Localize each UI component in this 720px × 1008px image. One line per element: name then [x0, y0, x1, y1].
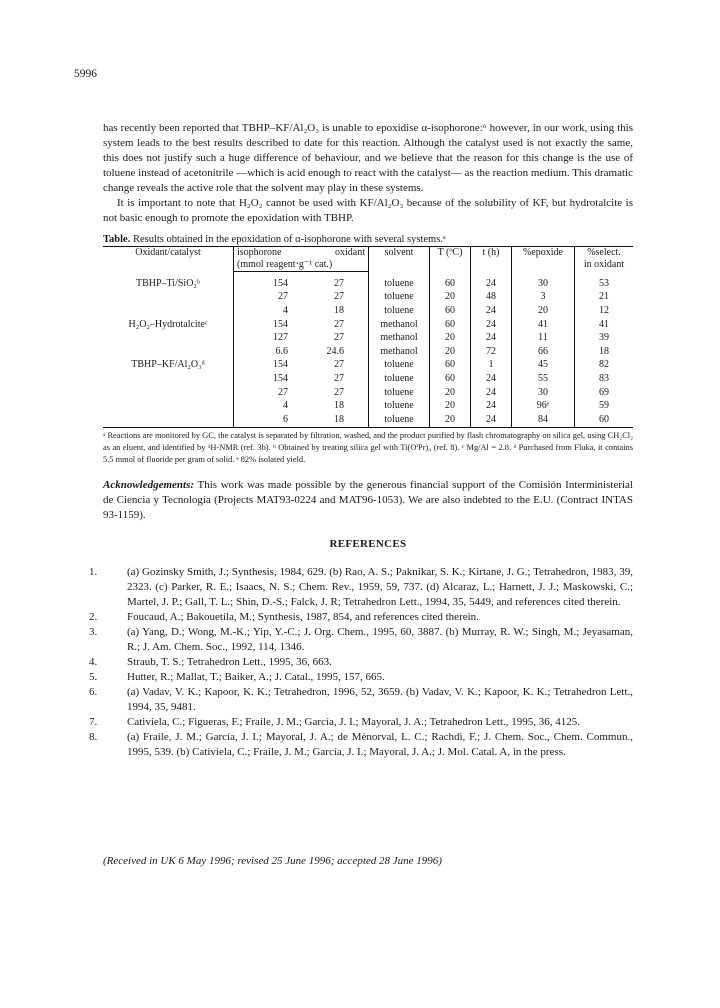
table-row [103, 386, 633, 400]
cell-selectivity: 69 [575, 386, 634, 400]
table-row [103, 372, 633, 386]
reference-number: 8. [89, 730, 98, 743]
reference-text: Hutter, R.; Mallat, T.; Baiker, A.; J. Catal., 1995, 157, 665. [127, 670, 385, 683]
cell-epoxide: 45 [512, 359, 575, 373]
cell-temperature: 60 [430, 277, 471, 291]
header-isophorone: isophorone [234, 247, 299, 260]
cell-temperature: 60 [430, 318, 471, 332]
reference-number: 2. [89, 610, 98, 623]
cell-selectivity: 60 [575, 413, 634, 427]
cell-solvent: toluene [369, 399, 430, 413]
cell-catalyst [103, 386, 234, 400]
cell-oxidant: 27 [334, 291, 344, 303]
table-caption [103, 234, 633, 246]
cell-temperature: 20 [430, 331, 471, 345]
cell-epoxide: 3 [512, 291, 575, 305]
cell-time: 24 [471, 386, 512, 400]
cell-time: 24 [471, 331, 512, 345]
reference-text: Foucaud, A.; Bakouetila, M.; Synthesis, 1987, 854, and references cited therein. [127, 610, 479, 623]
cell-oxidant: 27 [334, 359, 344, 371]
reference-text: (a) Fraile, J. M.; García, J. I.; Mayoral, J. A.; de Mènorval, L. C.; Rachdi, F.; J. Chem. Soc., Chem. Commun., 1995, 539. (b) Cativiela, C.; Fraile, J. M.; García, J. I.; Mayoral, J. A.; J. Mol. Catal. A, in the press. [127, 730, 633, 758]
acknowledgements-text: This work was made possible by the generous financial support of the Comisión Interministerial de Ciencia y Tecnología (Projects MAT93-0224 and MAT96-1053). We are also indebted to the E.U. (Contract INTAS 93-1159). [103, 478, 633, 521]
cell-temperature: 60 [430, 359, 471, 373]
cell-isophorone: 4 [234, 399, 299, 413]
cell-time: 24 [471, 413, 512, 427]
body-paragraph: has recently been reported that TBHP–KF/Al₂O₃ is unable to epoxidise α-isophorone:⁶ however, in our work, using this system leads to the best results described to date for this reaction. Although the catalyst used is not exactly the same, this does not justify such a huge difference of behaviour, and we believe that the reason for this change is the use of toluene instead of acetonitrile —which is acid enough to react with the catalyst— as the reaction medium. This dramatic change reveals the active role that the solvent may play in these systems. [103, 122, 633, 194]
cell-catalyst [103, 413, 234, 427]
cell-oxidant: 27 [334, 318, 344, 330]
cell-selectivity: 39 [575, 331, 634, 345]
cell-time: 1 [471, 359, 512, 373]
table-row [103, 359, 633, 373]
cell-time: 24 [471, 277, 512, 291]
cell-oxidant: 27 [334, 277, 344, 289]
reference-text: (a) Gozinsky Smith, J.; Synthesis, 1984, 629. (b) Rao, A. S.; Paknikar, S. K.; Kirtane, J. G.; Tetrahedron, 1983, 39, 2323. (c) Parker, R. E.; Isaacs, N. S.; Chem. Rev., 1959, 59, 737. (d) Alcaraz, L.; Harnett, J. J.; Maskowski, C.; Martel, J. P.; Gall, T. L.; Shin, D.-S.; Falck, J. R; Tetrahedron Lett., 1994, 35, 5449, and references cited therein. [127, 565, 633, 608]
cell-isophorone: 154 [234, 359, 299, 373]
cell-epoxide: 84 [512, 413, 575, 427]
cell-temperature: 60 [430, 372, 471, 386]
cell-epoxide: 20 [512, 304, 575, 318]
cell-selectivity: 18 [575, 345, 634, 359]
header-selectivity-line1: %select. [587, 247, 621, 258]
reference-item [89, 685, 633, 715]
body-paragraph: It is important to note that H₂O₂ cannot be used with KF/Al₂O₃ because of the solubility of KF, but hydrotalcite is not basic enough to promote the epoxidation with TBHP. [103, 197, 633, 224]
cell-selectivity: 53 [575, 277, 634, 291]
cell-solvent: methanol [369, 318, 430, 332]
references-list [89, 565, 633, 760]
cell-catalyst: H₂O₂–Hydrotalciteᶜ [128, 318, 208, 330]
reference-number: 3. [89, 625, 98, 638]
reference-item [89, 565, 633, 610]
cell-time: 72 [471, 345, 512, 359]
cell-isophorone: 154 [234, 277, 299, 291]
results-table-block [103, 234, 633, 466]
reference-number: 7. [89, 715, 98, 728]
cell-time: 24 [471, 399, 512, 413]
cell-catalyst [103, 304, 234, 318]
cell-solvent: toluene [369, 277, 430, 291]
table-footnotes: ᵃ Reactions are monitored by GC, the catalyst is separated by filtration, washed, and the product purified by flash chromatography on silica gel, using CH₂Cl₂ as an eluent, and identified by ¹H-NMR (ref. 3b). ᵇ Obtained by treating silica gel with Ti(OⁱPr)₄ (ref. 8). ᶜ Mg/Al = 2.8. ᵈ Purchased from Fluka, it contains 5.5 mmol of fluoride per gram of solid. ᵉ 82% isolated yield. [103, 430, 633, 464]
cell-catalyst: TBHP–KF/Al₂O₃ᵈ [131, 359, 205, 371]
cell-selectivity: 12 [575, 304, 634, 318]
cell-temperature: 20 [430, 345, 471, 359]
cell-isophorone: 27 [234, 386, 299, 400]
header-oxidant: oxidant [298, 247, 369, 260]
cell-selectivity: 59 [575, 399, 634, 413]
results-table [103, 246, 633, 428]
cell-solvent: methanol [369, 331, 430, 345]
cell-time: 24 [471, 304, 512, 318]
references-heading: REFERENCES [329, 537, 407, 550]
cell-temperature: 20 [430, 291, 471, 305]
cell-isophorone: 6 [234, 413, 299, 427]
cell-temperature: 20 [430, 386, 471, 400]
cell-temperature: 20 [430, 399, 471, 413]
acknowledgements-label: Acknowledgements: [103, 478, 195, 491]
cell-solvent: toluene [369, 386, 430, 400]
cell-oxidant: 27 [334, 372, 344, 384]
cell-solvent: toluene [369, 291, 430, 305]
cell-oxidant: 18 [334, 304, 344, 316]
header-solvent: solvent [369, 247, 430, 272]
cell-catalyst [103, 372, 234, 386]
reference-number: 5. [89, 670, 98, 683]
cell-epoxide: 96ᵉ [512, 399, 575, 413]
cell-epoxide: 41 [512, 318, 575, 332]
cell-temperature: 20 [430, 413, 471, 427]
cell-isophorone: 27 [234, 291, 299, 305]
cell-catalyst [103, 331, 234, 345]
cell-time: 24 [471, 318, 512, 332]
cell-isophorone: 6.6 [234, 345, 299, 359]
reference-text: (a) Vadav, V. K.; Kapoor, K. K.; Tetrahedron, 1996, 52, 3659. (b) Vadav, V. K.; Kapoor, K. K.; Tetrahedron Lett., 1994, 35, 9481. [127, 685, 633, 713]
cell-temperature: 60 [430, 304, 471, 318]
cell-catalyst [103, 291, 234, 305]
header-temperature: T (ºC) [430, 247, 471, 272]
cell-catalyst [103, 345, 234, 359]
reference-item [89, 670, 633, 685]
cell-oxidant: 27 [334, 332, 344, 344]
table-row [103, 318, 633, 332]
reference-item [89, 655, 633, 670]
cell-epoxide: 30 [512, 277, 575, 291]
cell-epoxide: 66 [512, 345, 575, 359]
cell-isophorone: 4 [234, 304, 299, 318]
cell-oxidant: 24.6 [326, 345, 344, 357]
reference-item [89, 625, 633, 655]
main-content [89, 121, 633, 760]
cell-isophorone: 154 [234, 318, 299, 332]
cell-epoxide: 55 [512, 372, 575, 386]
cell-isophorone: 127 [234, 331, 299, 345]
reference-text: Straub, T. S.; Tetrahedron Lett., 1995, 36, 663. [127, 655, 332, 668]
cell-solvent: toluene [369, 304, 430, 318]
cell-catalyst [103, 399, 234, 413]
reference-item [89, 730, 633, 760]
cell-oxidant: 27 [334, 386, 344, 398]
table-row [103, 291, 633, 305]
received-dates: (Received in UK 6 May 1996; revised 25 June 1996; accepted 28 June 1996) [103, 855, 442, 867]
cell-solvent: toluene [369, 359, 430, 373]
results-table-body [103, 272, 633, 428]
cell-isophorone: 154 [234, 372, 299, 386]
header-oxidant-catalyst: Oxidant/catalyst [103, 247, 234, 272]
page-number: 5996 [74, 68, 97, 80]
table-row [103, 345, 633, 359]
cell-solvent: toluene [369, 372, 430, 386]
cell-epoxide: 11 [512, 331, 575, 345]
reference-item [89, 610, 633, 625]
acknowledgements [103, 478, 633, 523]
table-caption-label: Table. [103, 234, 131, 245]
cell-selectivity: 41 [575, 318, 634, 332]
header-epoxide: %epoxide [512, 247, 575, 272]
cell-oxidant: 18 [334, 400, 344, 412]
cell-oxidant: 18 [298, 413, 369, 427]
table-row [103, 277, 633, 291]
cell-time: 24 [471, 372, 512, 386]
reference-number: 4. [89, 655, 98, 668]
cell-time: 48 [471, 291, 512, 305]
table-row [103, 399, 633, 413]
cell-solvent: toluene [369, 413, 430, 427]
header-mmol-unit: (mmol reagent·g⁻¹ cat.) [234, 259, 369, 272]
cell-selectivity: 82 [575, 359, 634, 373]
cell-selectivity: 21 [575, 291, 634, 305]
reference-number: 6. [89, 685, 98, 698]
table-row [103, 331, 633, 345]
cell-catalyst: TBHP–Ti/SiO₂ᵇ [135, 277, 201, 289]
table-row [103, 413, 633, 427]
cell-solvent: methanol [369, 345, 430, 359]
table-row [103, 304, 633, 318]
reference-item [89, 715, 633, 730]
reference-text: Cativiela, C.; Figueras, F.; Fraile, J. M.; García, J. I.; Mayoral, J. A.; Tetrahedron Lett., 1995, 36, 4125. [127, 715, 581, 728]
table-caption-text: Results obtained in the epoxidation of α-isophorone with several systems.ᵃ [132, 234, 446, 245]
cell-selectivity: 83 [575, 372, 634, 386]
header-selectivity [575, 247, 634, 272]
cell-epoxide: 30 [512, 386, 575, 400]
reference-text: (a) Yang, D.; Wong, M.-K.; Yip, Y.-C.; J. Org. Chem., 1995, 60, 3887. (b) Murray, R. W.; Singh, M.; Jeyasaman, R.; J. Am. Chem. Soc., 1992, 114, 1346. [127, 625, 633, 653]
header-time: t (h) [471, 247, 512, 272]
header-selectivity-line2: in oxidant [583, 259, 625, 270]
reference-number: 1. [89, 565, 98, 578]
